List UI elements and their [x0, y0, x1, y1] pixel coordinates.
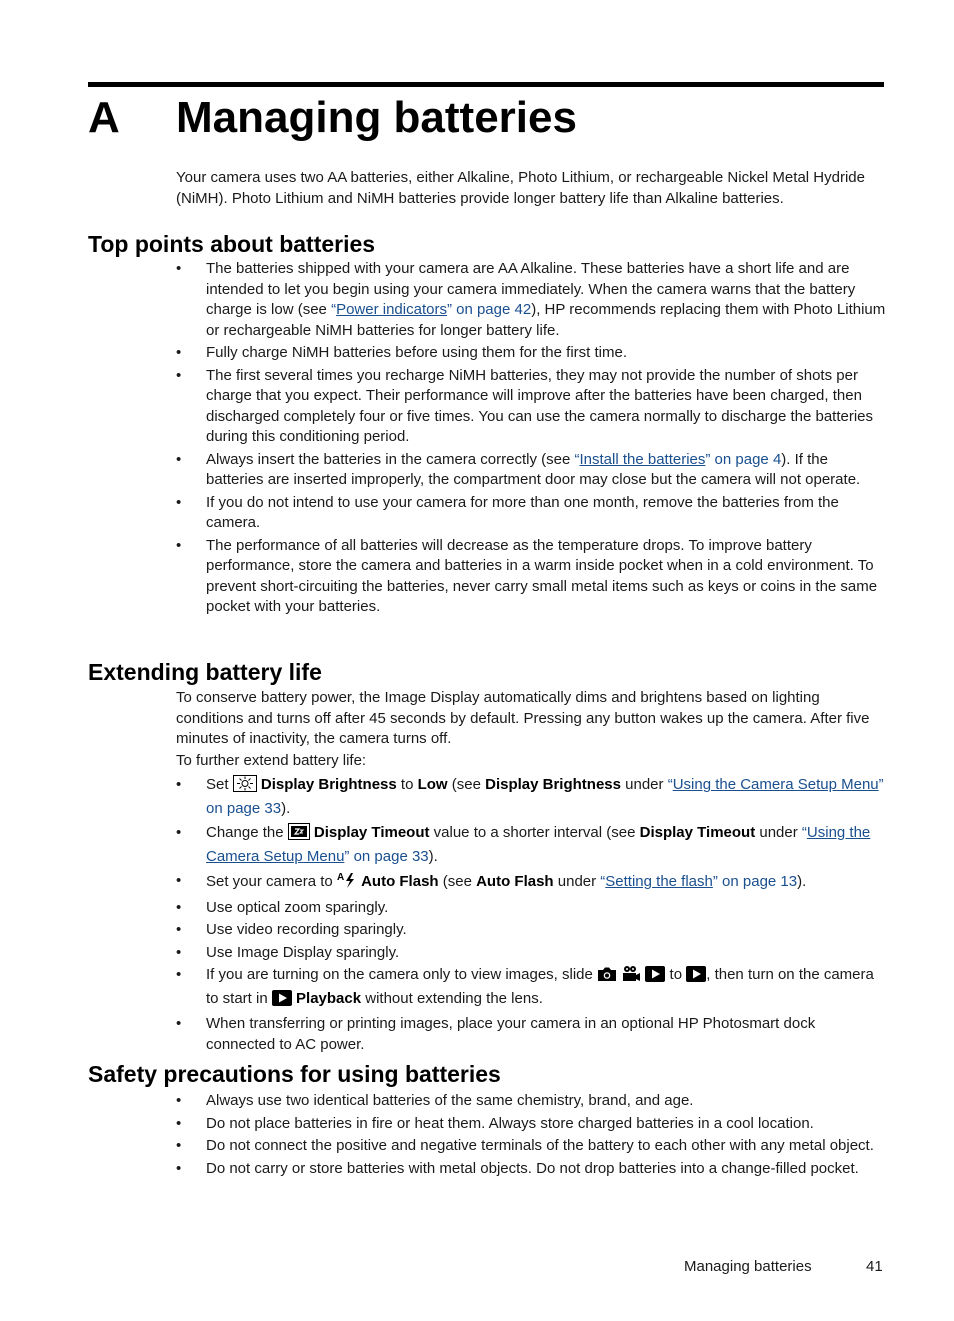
- bullet: •: [176, 898, 182, 916]
- heading-safety: Safety precautions for using batteries: [88, 1061, 501, 1087]
- list-item: • Do not place batteries in fire or heat them. Always store charged batteries in a cool location.: [176, 1114, 886, 1135]
- bullet: •: [176, 260, 182, 277]
- bullet: •: [176, 1137, 182, 1154]
- list-item: • Use Image Display sparingly.: [176, 943, 886, 964]
- chapter-rule: [88, 82, 884, 87]
- safety-list: [176, 1091, 886, 1181]
- svg-text:A: A: [336, 872, 345, 883]
- list-item: • Always use two identical batteries of the same chemistry, brand, and age.: [176, 1091, 886, 1112]
- bullet: •: [176, 824, 182, 841]
- bullet: •: [176, 943, 182, 961]
- top-points-list: [176, 259, 886, 620]
- bullet: •: [176, 1114, 182, 1132]
- bullet: •: [176, 776, 182, 793]
- link-power-indicators[interactable]: “Power indicators” on page 42: [331, 301, 532, 318]
- link-camera-setup-menu[interactable]: “Using the Camera Setup Menu” on page 33: [206, 776, 884, 817]
- extending-paragraph: To conserve battery power, the Image Display automatically dims and brightens based on lighting conditions and turns off after 45 seconds by default. Pressing any button wakes up the camera. After five minutes of inactivity, the camera turns off.: [176, 689, 870, 747]
- footer-title: Managing batteries: [684, 1258, 812, 1275]
- list-item: • Set Display Brightness to Low (see Display Brightness under “Using the Camera Setup Menu” on page 33).: [176, 776, 884, 817]
- camera-icon: [597, 966, 617, 989]
- intro-paragraph: Your camera uses two AA batteries, either Alkaline, Photo Lithium, or rechargeable Nickel Metal Hydride (NiMH). Photo Lithium and NiMH batteries provide longer battery life than Alkaline batteries.: [176, 169, 865, 207]
- heading-top-points: Top points about batteries: [88, 231, 376, 257]
- bullet: •: [176, 966, 182, 983]
- playback-icon: [645, 966, 665, 989]
- list-item: • Use video recording sparingly.: [176, 920, 886, 941]
- video-icon: [621, 965, 641, 989]
- link-setting-flash[interactable]: “Setting the flash” on page 13: [600, 873, 798, 890]
- display-timeout-icon: [288, 823, 310, 847]
- bullet: •: [176, 536, 182, 554]
- bullet: •: [176, 450, 182, 468]
- list-item: • When transferring or printing images, place your camera in an optional HP Photosmart dock connected to AC power.: [176, 1015, 816, 1053]
- link-install-batteries[interactable]: “Install the batteries” on page 4: [574, 450, 782, 468]
- list-item: • Do not carry or store batteries with metal objects. Do not drop batteries into a change-filled pocket.: [176, 1159, 886, 1180]
- chapter-title: Managing batteries: [176, 93, 577, 142]
- bullet: •: [176, 1015, 182, 1032]
- list-item: • If you do not intend to use your camera for more than one month, remove the batteries from the camera.: [176, 493, 839, 531]
- heading-extending: Extending battery life: [88, 659, 322, 685]
- list-item: • Fully charge NiMH batteries before using them for the first time.: [176, 343, 886, 364]
- bullet: •: [176, 1159, 182, 1177]
- list-item: • The first several times you recharge NiMH batteries, they may not provide the number of shots per charge that you expect. Their performance will improve after the batteries have been charged, then discharged completely four or five times. You can use the camera normally to discharge the batteries during this conditioning period.: [176, 366, 874, 445]
- bullet: •: [176, 493, 182, 511]
- chapter-letter: A: [88, 93, 120, 142]
- list-item: • Set your camera to A Auto Flash (see Auto Flash under “Setting the flash” on page 13).: [176, 871, 886, 896]
- playback-icon: [272, 990, 292, 1013]
- list-item: • Change the Display Timeout value to a shorter interval (see Display Timeout under “Using the Camera Setup Menu” on page 33).: [176, 824, 871, 865]
- playback-icon: [686, 966, 706, 989]
- display-brightness-icon: [233, 775, 257, 799]
- list-item: • Always insert the batteries in the camera correctly (see “Install the batteries” on page 4). If the batteries are inserted improperly, the compartment door may close but the camera will not operate.: [176, 450, 861, 488]
- auto-flash-icon: [337, 871, 357, 896]
- bullet: •: [176, 872, 182, 889]
- list-item: • The batteries shipped with your camera are AA Alkaline. These batteries have a short life and are intended to let you begin using your camera immediately. When the camera warns that the battery charge is low (see “Power indicators” on page 42), HP recommends replacing them with Photo Lithium or rechargeable NiMH batteries for longer battery life.: [176, 260, 886, 339]
- bullet: •: [176, 366, 182, 384]
- list-item: • Use optical zoom sparingly.: [176, 898, 886, 919]
- bullet: •: [176, 1092, 182, 1109]
- bullet: •: [176, 921, 182, 938]
- page-number: 41: [866, 1258, 883, 1275]
- link-camera-setup-menu[interactable]: “Using the Camera Setup Menu” on page 33: [206, 824, 871, 865]
- extending-lead: To further extend battery life:: [176, 752, 367, 769]
- extending-list: [176, 775, 886, 1057]
- bullet: •: [176, 344, 182, 361]
- list-item: • If you are turning on the camera only to view images, slide to , then turn on the camera to start in Playback without extending the lens.: [176, 965, 886, 1012]
- list-item: • The performance of all batteries will decrease as the temperature drops. To improve battery performance, store the camera and batteries in a warm inside pocket when in a cold environment. To prevent short-circuiting the batteries, never carry small metal items such as keys or coins in the same pocket with your batteries.: [176, 536, 878, 615]
- list-item: • Do not connect the positive and negative terminals of the battery to each other with any metal object.: [176, 1136, 886, 1157]
